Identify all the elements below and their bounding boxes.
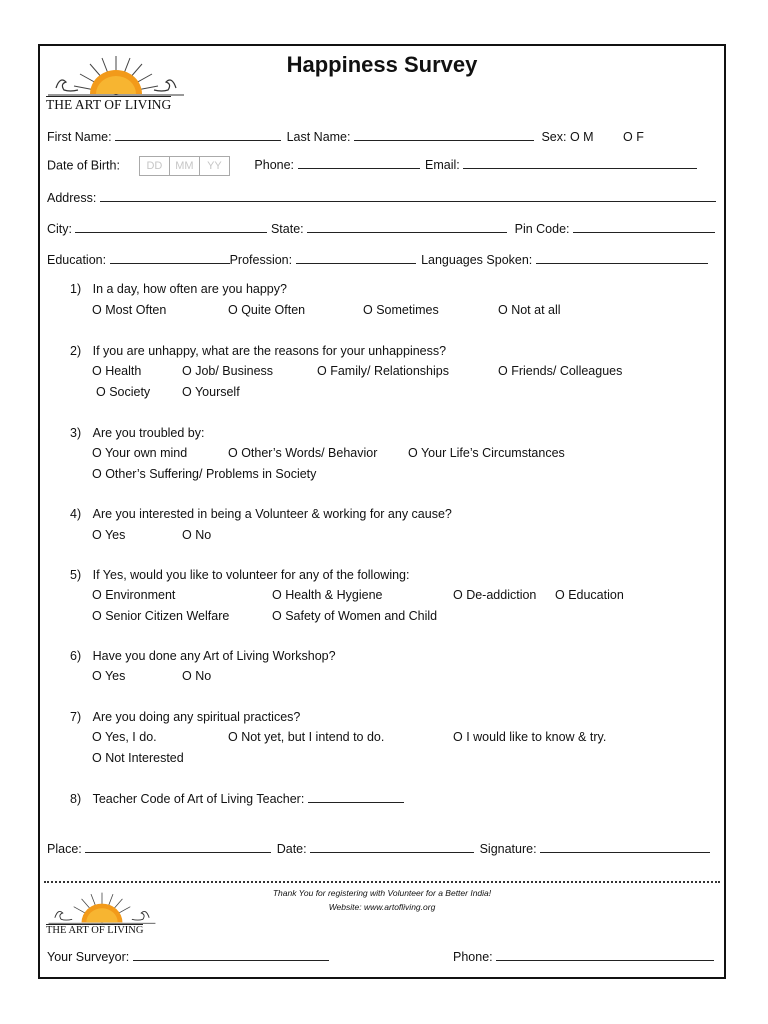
question-number: 1)	[70, 282, 82, 296]
sex-female-option[interactable]: O F	[623, 130, 644, 144]
option[interactable]: O Yes	[92, 669, 126, 683]
question-number: 2)	[70, 344, 82, 358]
option[interactable]: O De-addiction	[453, 588, 537, 602]
option[interactable]: O Education	[555, 588, 624, 602]
surveyor-phone-field[interactable]	[496, 949, 714, 961]
date-label: Date:	[276, 842, 307, 856]
question-number: 5)	[70, 568, 82, 582]
question-7	[70, 710, 300, 725]
state-label: State:	[270, 222, 304, 236]
question-text: In a day, how often are you happy?	[92, 282, 287, 296]
education-field[interactable]	[110, 252, 230, 264]
languages-field[interactable]	[536, 252, 708, 264]
option[interactable]: O Environment	[92, 588, 176, 602]
option[interactable]: O Not Interested	[92, 751, 184, 765]
question-2	[70, 344, 446, 359]
city-row	[47, 221, 715, 237]
signature-row	[47, 841, 710, 857]
surveyor-phone-row	[453, 949, 714, 965]
last-name-field[interactable]	[354, 129, 534, 141]
page-title: Happiness Survey	[286, 52, 478, 77]
question-number: 8)	[70, 792, 82, 806]
option[interactable]: O Not at all	[498, 303, 561, 317]
option[interactable]: O Society	[96, 385, 151, 399]
option[interactable]: O Family/ Relationships	[317, 364, 449, 378]
first-name-label: First Name:	[47, 130, 112, 144]
question-4	[70, 507, 452, 522]
address-row	[47, 190, 716, 206]
phone-field[interactable]	[298, 157, 420, 169]
option[interactable]: O Yourself	[182, 385, 240, 399]
languages-label: Languages Spoken:	[421, 253, 533, 267]
city-field[interactable]	[75, 221, 267, 233]
question-6	[70, 649, 336, 664]
option[interactable]: O Your own mind	[92, 446, 188, 460]
option[interactable]: O Safety of Women and Child	[272, 609, 438, 623]
email-label: Email:	[425, 158, 460, 173]
signature-label: Signature:	[479, 842, 537, 856]
teacher-code-field[interactable]	[308, 791, 404, 803]
option[interactable]: O Other’s Words/ Behavior	[228, 446, 378, 460]
option[interactable]: O No	[182, 528, 212, 542]
address-label: Address:	[47, 191, 97, 205]
question-number: 4)	[70, 507, 82, 521]
option[interactable]: O I would like to know & try.	[453, 730, 607, 744]
question-text: If you are unhappy, what are the reasons for your unhappiness?	[92, 344, 447, 358]
option[interactable]: O Your Life’s Circumstances	[408, 446, 565, 460]
survey-form	[38, 44, 726, 979]
state-field[interactable]	[307, 221, 507, 233]
question-number: 6)	[70, 649, 82, 663]
city-label: City:	[47, 222, 72, 236]
dob-label: Date of Birth:	[47, 158, 120, 173]
option[interactable]: O Health & Hygiene	[272, 588, 383, 602]
education-label: Education:	[47, 253, 107, 267]
last-name-label: Last Name:	[286, 130, 351, 144]
website-text: Website: www.artofliving.org	[328, 902, 436, 912]
option[interactable]: O Sometimes	[363, 303, 439, 317]
question-text: Have you done any Art of Living Workshop?	[92, 649, 336, 663]
education-row	[47, 252, 708, 268]
place-label: Place:	[47, 842, 82, 856]
surveyor-field[interactable]	[133, 949, 329, 961]
sex-label: Sex:	[541, 130, 567, 144]
logo-text: THE ART OF LIVING	[46, 925, 144, 936]
phone-label: Phone:	[254, 158, 295, 173]
address-field[interactable]	[100, 190, 716, 202]
question-8	[70, 791, 404, 807]
name-row	[47, 129, 644, 145]
thank-you-text: Thank You for registering with Volunteer for a Better India!	[272, 888, 492, 898]
option[interactable]: O Most Often	[92, 303, 167, 317]
option[interactable]: O Senior Citizen Welfare	[92, 609, 230, 623]
dotted-separator	[44, 881, 720, 883]
logo-text: THE ART OF LIVING	[46, 97, 172, 112]
place-field[interactable]	[85, 841, 271, 853]
question-text: If Yes, would you like to volunteer for any of the following:	[92, 568, 410, 582]
date-field[interactable]	[310, 841, 474, 853]
option[interactable]: O Not yet, but I intend to do.	[228, 730, 385, 744]
option[interactable]: O Yes, I do.	[92, 730, 157, 744]
option[interactable]: O Quite Often	[228, 303, 306, 317]
sex-male-option[interactable]: O M	[569, 130, 594, 144]
pin-code-label: Pin Code:	[514, 222, 570, 236]
option[interactable]: O Yes	[92, 528, 126, 542]
dob-row	[47, 156, 697, 176]
question-number: 3)	[70, 426, 82, 440]
dob-month-box[interactable]: MM	[169, 156, 200, 176]
question-text: Are you doing any spiritual practices?	[92, 710, 301, 724]
dob-year-box[interactable]: YY	[199, 156, 230, 176]
question-text: Are you troubled by:	[92, 426, 205, 440]
option[interactable]: O No	[182, 669, 212, 683]
question-text: Teacher Code of Art of Living Teacher:	[92, 792, 305, 806]
option[interactable]: O Other’s Suffering/ Problems in Society	[92, 467, 317, 481]
option[interactable]: O Friends/ Colleagues	[498, 364, 623, 378]
signature-field[interactable]	[540, 841, 710, 853]
surveyor-phone-label: Phone:	[453, 950, 493, 964]
profession-label: Profession:	[229, 253, 293, 267]
surveyor-row	[47, 949, 329, 965]
pin-code-field[interactable]	[573, 221, 715, 233]
profession-field[interactable]	[296, 252, 416, 264]
question-1	[70, 282, 287, 297]
surveyor-label: Your Surveyor:	[47, 950, 130, 964]
question-5	[70, 568, 409, 583]
option[interactable]: O Job/ Business	[182, 364, 274, 378]
question-number: 7)	[70, 710, 82, 724]
dob-day-box[interactable]: DD	[139, 156, 170, 176]
email-field[interactable]	[463, 157, 697, 169]
first-name-field[interactable]	[115, 129, 281, 141]
question-3	[70, 426, 204, 441]
question-text: Are you interested in being a Volunteer & working for any cause?	[92, 507, 452, 521]
option[interactable]: O Health	[92, 364, 142, 378]
